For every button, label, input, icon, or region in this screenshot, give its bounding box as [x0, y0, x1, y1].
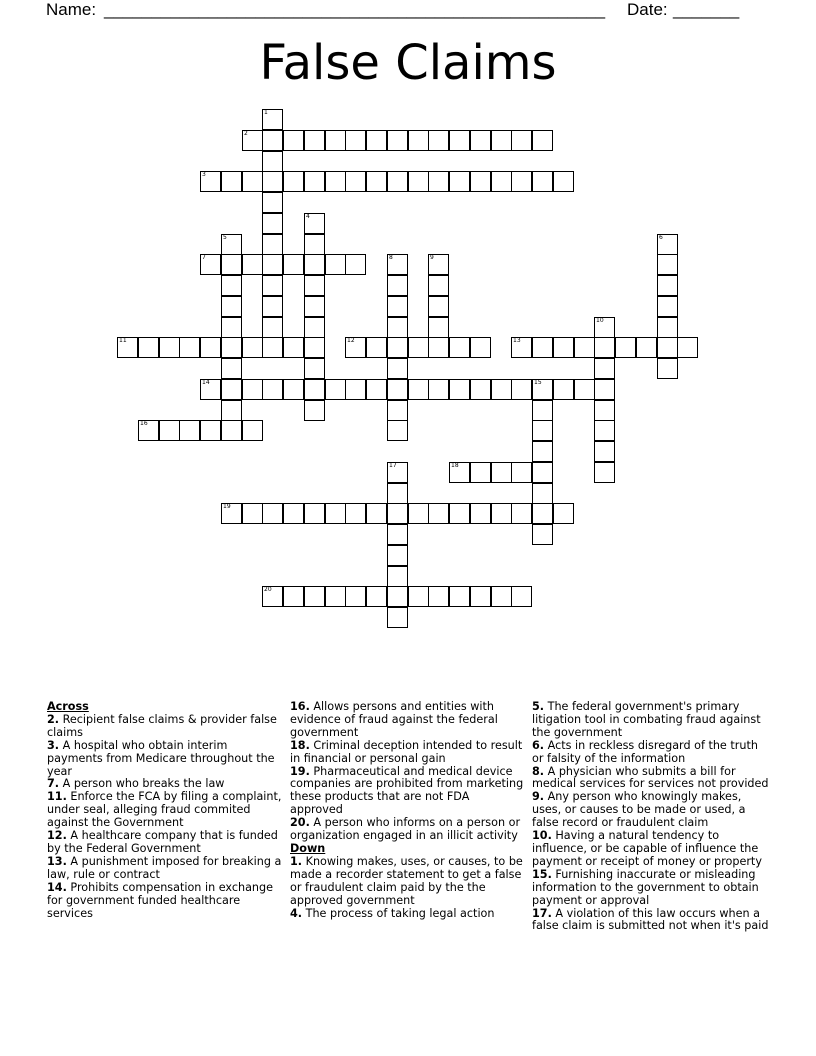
- across-heading: Across: [47, 700, 89, 713]
- crossword-cell[interactable]: [491, 586, 512, 607]
- crossword-cell[interactable]: [179, 420, 200, 441]
- crossword-cell[interactable]: [470, 337, 491, 358]
- clue-across-11: 11. Enforce the FCA by filing a complaint, under seal, alleging fraud commited against the Government: [47, 790, 282, 830]
- crossword-cell[interactable]: [304, 400, 325, 421]
- crossword-cell[interactable]: [408, 503, 429, 524]
- crossword-cell[interactable]: [345, 171, 366, 192]
- crossword-cell[interactable]: [387, 379, 408, 400]
- clue-number: 10: [596, 317, 604, 324]
- crossword-cell[interactable]: [304, 317, 325, 338]
- crossword-cell-9[interactable]: [428, 254, 449, 275]
- crossword-cell[interactable]: [283, 586, 304, 607]
- crossword-cell[interactable]: [345, 254, 366, 275]
- clue-down-5: 5. The federal government's primary litigation tool in combating fraud against the government: [532, 700, 761, 739]
- clue-column-3: [532, 701, 772, 933]
- crossword-cell[interactable]: [511, 503, 532, 524]
- clue-number: 14: [202, 379, 210, 386]
- clue-number: 18: [451, 462, 459, 469]
- crossword-cell[interactable]: [408, 130, 429, 151]
- clue-number: 11: [119, 337, 127, 344]
- crossword-cell[interactable]: [387, 545, 408, 566]
- crossword-cell-15[interactable]: [532, 379, 553, 400]
- crossword-cell[interactable]: [594, 379, 615, 400]
- crossword-cell[interactable]: [594, 441, 615, 462]
- name-field[interactable]: _____________________________________________________: [104, 0, 606, 19]
- crossword-cell[interactable]: [470, 379, 491, 400]
- crossword-cell[interactable]: [221, 171, 242, 192]
- clue-down-6: 6. Acts in reckless disregard of the truth or falsity of the information: [532, 738, 758, 765]
- crossword-cell[interactable]: [325, 503, 346, 524]
- crossword-cell[interactable]: [532, 171, 553, 192]
- crossword-cell[interactable]: [657, 317, 678, 338]
- crossword-cell[interactable]: [242, 503, 263, 524]
- crossword-cell[interactable]: [491, 462, 512, 483]
- crossword-cell[interactable]: [262, 275, 283, 296]
- crossword-cell[interactable]: [449, 171, 470, 192]
- clue-column-2: [290, 701, 525, 920]
- crossword-cell[interactable]: [657, 337, 678, 358]
- crossword-cell[interactable]: [470, 462, 491, 483]
- crossword-cell[interactable]: [387, 275, 408, 296]
- crossword-cell[interactable]: [428, 317, 449, 338]
- clue-number: 15: [534, 379, 542, 386]
- crossword-cell[interactable]: [304, 254, 325, 275]
- crossword-cell[interactable]: [553, 503, 574, 524]
- crossword-cell[interactable]: [345, 379, 366, 400]
- crossword-cell[interactable]: [387, 566, 408, 587]
- crossword-cell-12[interactable]: [345, 337, 366, 358]
- crossword-cell[interactable]: [491, 171, 512, 192]
- crossword-cell[interactable]: [345, 586, 366, 607]
- crossword-cell[interactable]: [138, 337, 159, 358]
- clue-down-15: 15. Furnishing inaccurate or misleading information to the government to obtain payment or approval: [532, 867, 759, 907]
- crossword-cell[interactable]: [387, 420, 408, 441]
- crossword-cell[interactable]: [366, 171, 387, 192]
- crossword-cell[interactable]: [221, 317, 242, 338]
- crossword-cell[interactable]: [387, 586, 408, 607]
- crossword-cell[interactable]: [242, 254, 263, 275]
- crossword-cell[interactable]: [449, 586, 470, 607]
- clue-number: 19: [223, 503, 231, 510]
- crossword-cell-17[interactable]: [387, 462, 408, 483]
- crossword-cell-19[interactable]: [221, 503, 242, 524]
- crossword-cell[interactable]: [304, 275, 325, 296]
- crossword-cell[interactable]: [470, 586, 491, 607]
- crossword-cell[interactable]: [262, 234, 283, 255]
- crossword-cell[interactable]: [304, 358, 325, 379]
- crossword-cell-18[interactable]: [449, 462, 470, 483]
- crossword-cell[interactable]: [511, 171, 532, 192]
- crossword-cell[interactable]: [325, 379, 346, 400]
- crossword-cell[interactable]: [262, 254, 283, 275]
- crossword-cell[interactable]: [262, 151, 283, 172]
- crossword-cell[interactable]: [408, 586, 429, 607]
- crossword-cell[interactable]: [387, 130, 408, 151]
- crossword-cell[interactable]: [283, 254, 304, 275]
- crossword-cell-7[interactable]: [200, 254, 221, 275]
- crossword-cell[interactable]: [449, 503, 470, 524]
- crossword-cell[interactable]: [491, 130, 512, 151]
- crossword-cell[interactable]: [159, 337, 180, 358]
- crossword-cell-4[interactable]: [304, 213, 325, 234]
- crossword-cell[interactable]: [366, 379, 387, 400]
- clue-number: 13: [513, 337, 521, 344]
- crossword-cell[interactable]: [387, 607, 408, 628]
- crossword-cell[interactable]: [221, 275, 242, 296]
- crossword-cell[interactable]: [511, 130, 532, 151]
- crossword-cell[interactable]: [553, 337, 574, 358]
- crossword-cell[interactable]: [304, 337, 325, 358]
- crossword-cell[interactable]: [657, 358, 678, 379]
- date-label: Date:: [627, 0, 668, 19]
- crossword-cell[interactable]: [449, 130, 470, 151]
- clue-down-4: 4. The process of taking legal action: [290, 906, 495, 920]
- crossword-cell[interactable]: [594, 400, 615, 421]
- crossword-cell[interactable]: [221, 358, 242, 379]
- clue-number: 3: [202, 171, 206, 178]
- crossword-cell-20[interactable]: [262, 586, 283, 607]
- clue-across-18: 18. Criminal deception intended to result in financial or personal gain: [290, 738, 523, 765]
- crossword-cell[interactable]: [200, 420, 221, 441]
- crossword-cell[interactable]: [387, 358, 408, 379]
- crossword-cell[interactable]: [304, 379, 325, 400]
- crossword-cell[interactable]: [325, 171, 346, 192]
- crossword-cell[interactable]: [470, 130, 491, 151]
- crossword-cell[interactable]: [179, 337, 200, 358]
- clue-number: 16: [140, 420, 148, 427]
- crossword-cell-16[interactable]: [138, 420, 159, 441]
- crossword-cell[interactable]: [283, 337, 304, 358]
- crossword-cell[interactable]: [387, 524, 408, 545]
- crossword-cell[interactable]: [470, 503, 491, 524]
- crossword-cell[interactable]: [594, 462, 615, 483]
- crossword-cell[interactable]: [594, 358, 615, 379]
- crossword-cell[interactable]: [387, 400, 408, 421]
- clue-across-3: 3. A hospital who obtain interim payments from Medicare throughout the year: [47, 738, 275, 778]
- crossword-cell[interactable]: [449, 379, 470, 400]
- crossword-cell-10[interactable]: [594, 317, 615, 338]
- clue-down-8: 8. A physician who submits a bill for medical services for services not provided: [532, 764, 769, 791]
- crossword-cell[interactable]: [636, 337, 657, 358]
- crossword-cell[interactable]: [408, 379, 429, 400]
- crossword-cell[interactable]: [262, 130, 283, 151]
- crossword-cell[interactable]: [532, 483, 553, 504]
- crossword-cell[interactable]: [470, 171, 491, 192]
- crossword-cell[interactable]: [221, 296, 242, 317]
- crossword-cell[interactable]: [221, 400, 242, 421]
- crossword-cell[interactable]: [408, 337, 429, 358]
- clue-number: 17: [389, 462, 397, 469]
- crossword-cell[interactable]: [511, 462, 532, 483]
- crossword-cell[interactable]: [221, 420, 242, 441]
- clue-number: 7: [202, 254, 206, 261]
- crossword-cell-3[interactable]: [200, 171, 221, 192]
- crossword-cell[interactable]: [221, 379, 242, 400]
- clue-number: 6: [659, 234, 663, 241]
- crossword-cell[interactable]: [325, 586, 346, 607]
- crossword-cell[interactable]: [242, 337, 263, 358]
- clue-number: 5: [223, 234, 227, 241]
- crossword-cell[interactable]: [304, 171, 325, 192]
- crossword-cell[interactable]: [159, 420, 180, 441]
- crossword-cell[interactable]: [532, 420, 553, 441]
- crossword-cell[interactable]: [408, 171, 429, 192]
- clue-across-12: 12. A healthcare company that is funded by the Federal Government: [47, 829, 278, 855]
- crossword-cell[interactable]: [345, 130, 366, 151]
- crossword-cell-8[interactable]: [387, 254, 408, 275]
- crossword-cell[interactable]: [428, 586, 449, 607]
- clue-number: 12: [347, 337, 355, 344]
- crossword-cell[interactable]: [574, 337, 595, 358]
- clue-across-19: 19. Pharmaceutical and medical device companies are prohibited from marketing these products that are not FDA approved: [290, 764, 524, 817]
- crossword-cell-2[interactable]: [242, 130, 263, 151]
- clue-across-16: 16. Allows persons and entities with evidence of fraud against the federal government: [290, 700, 498, 739]
- date-field[interactable]: _______: [673, 0, 740, 19]
- clue-down-9: 9. Any person who knowingly makes, uses, or causes to be made or used, a false record or fraudulent claim: [532, 790, 746, 830]
- crossword-cell[interactable]: [283, 130, 304, 151]
- crossword-cell[interactable]: [532, 503, 553, 524]
- crossword-cell[interactable]: [304, 296, 325, 317]
- crossword-cell[interactable]: [221, 254, 242, 275]
- crossword-cell[interactable]: [325, 254, 346, 275]
- crossword-cell[interactable]: [304, 234, 325, 255]
- crossword-cell-5[interactable]: [221, 234, 242, 255]
- crossword-cell[interactable]: [574, 379, 595, 400]
- crossword-cell[interactable]: [532, 441, 553, 462]
- crossword-cell-14[interactable]: [200, 379, 221, 400]
- crossword-cell[interactable]: [449, 337, 470, 358]
- crossword-cell[interactable]: [387, 317, 408, 338]
- crossword-cell[interactable]: [366, 586, 387, 607]
- crossword-cell[interactable]: [532, 524, 553, 545]
- clue-number: 9: [430, 254, 434, 261]
- crossword-cell[interactable]: [304, 503, 325, 524]
- crossword-cell[interactable]: [677, 337, 698, 358]
- crossword-cell[interactable]: [304, 586, 325, 607]
- crossword-cell[interactable]: [428, 379, 449, 400]
- crossword-cell[interactable]: [532, 462, 553, 483]
- crossword-cell[interactable]: [428, 275, 449, 296]
- crossword-cell[interactable]: [366, 130, 387, 151]
- clue-column-1: [47, 701, 282, 920]
- crossword-cell-13[interactable]: [511, 337, 532, 358]
- crossword-cell[interactable]: [262, 192, 283, 213]
- crossword-cell[interactable]: [242, 171, 263, 192]
- crossword-cell[interactable]: [283, 379, 304, 400]
- crossword-cell[interactable]: [262, 296, 283, 317]
- crossword-cell[interactable]: [532, 337, 553, 358]
- crossword-cell[interactable]: [387, 296, 408, 317]
- crossword-cell[interactable]: [511, 586, 532, 607]
- name-label: Name:: [46, 0, 97, 19]
- crossword-cell[interactable]: [366, 337, 387, 358]
- crossword-cell[interactable]: [657, 296, 678, 317]
- clue-down-1: 1. Knowing makes, uses, or causes, to be made a recorder statement to get a false or fraudulent claim paid by the the approved government: [290, 854, 523, 907]
- crossword-cell[interactable]: [532, 400, 553, 421]
- clue-across-7: 7. A person who breaks the law: [47, 777, 225, 791]
- crossword-cell[interactable]: [242, 379, 263, 400]
- clue-number: 20: [264, 586, 272, 593]
- crossword-cell[interactable]: [262, 503, 283, 524]
- crossword-cell[interactable]: [553, 379, 574, 400]
- crossword-cell[interactable]: [428, 296, 449, 317]
- crossword-cell[interactable]: [262, 213, 283, 234]
- clue-across-2: 2. Recipient false claims & provider false claims: [47, 712, 277, 739]
- crossword-cell-1[interactable]: [262, 109, 283, 130]
- crossword-cell[interactable]: [387, 337, 408, 358]
- crossword-cell[interactable]: [594, 420, 615, 441]
- crossword-cell[interactable]: [553, 171, 574, 192]
- clue-across-14: 14. Prohibits compensation in exchange for government funded healthcare services: [47, 880, 273, 920]
- crossword-cell[interactable]: [262, 337, 283, 358]
- crossword-cell[interactable]: [387, 483, 408, 504]
- crossword-cell[interactable]: [387, 171, 408, 192]
- crossword-cell[interactable]: [283, 503, 304, 524]
- crossword-cell[interactable]: [262, 171, 283, 192]
- crossword-cell[interactable]: [304, 130, 325, 151]
- crossword-cell[interactable]: [242, 420, 263, 441]
- clue-number: 4: [306, 213, 310, 220]
- crossword-cell[interactable]: [262, 379, 283, 400]
- crossword-cell[interactable]: [491, 379, 512, 400]
- crossword-cell[interactable]: [428, 337, 449, 358]
- crossword-cell[interactable]: [221, 337, 242, 358]
- crossword-cell[interactable]: [262, 317, 283, 338]
- down-heading: Down: [290, 841, 326, 855]
- crossword-cell-11[interactable]: [117, 337, 138, 358]
- crossword-cell[interactable]: [428, 130, 449, 151]
- clue-across-13: 13. A punishment imposed for breaking a law, rule or contract: [47, 854, 282, 881]
- crossword-cell[interactable]: [615, 337, 636, 358]
- clue-down-17: 17. A violation of this law occurs when a false claim is submitted not when it's paid: [532, 906, 769, 933]
- crossword-cell[interactable]: [491, 503, 512, 524]
- crossword-cell[interactable]: [532, 130, 553, 151]
- clue-across-20: 20. A person who informs on a person or organization engaged in an illicit activity: [290, 816, 521, 843]
- crossword-cell-6[interactable]: [657, 234, 678, 255]
- page-title: False Claims: [259, 35, 557, 91]
- crossword-cell[interactable]: [283, 171, 304, 192]
- crossword-cell[interactable]: [594, 337, 615, 358]
- clue-down-10: 10. Having a natural tendency to influence, or be capable of influence the payment or receipt of money or property: [532, 829, 762, 868]
- crossword-cell[interactable]: [428, 503, 449, 524]
- crossword-cell[interactable]: [325, 130, 346, 151]
- crossword-cell[interactable]: [345, 503, 366, 524]
- clue-number: 2: [244, 130, 248, 137]
- crossword-cell[interactable]: [428, 171, 449, 192]
- crossword-cell[interactable]: [366, 503, 387, 524]
- crossword-cell[interactable]: [511, 379, 532, 400]
- crossword-cell[interactable]: [387, 503, 408, 524]
- crossword-cell[interactable]: [657, 275, 678, 296]
- clue-number: 1: [264, 109, 268, 116]
- crossword-cell[interactable]: [657, 254, 678, 275]
- crossword-cell[interactable]: [200, 337, 221, 358]
- clue-number: 8: [389, 254, 393, 261]
